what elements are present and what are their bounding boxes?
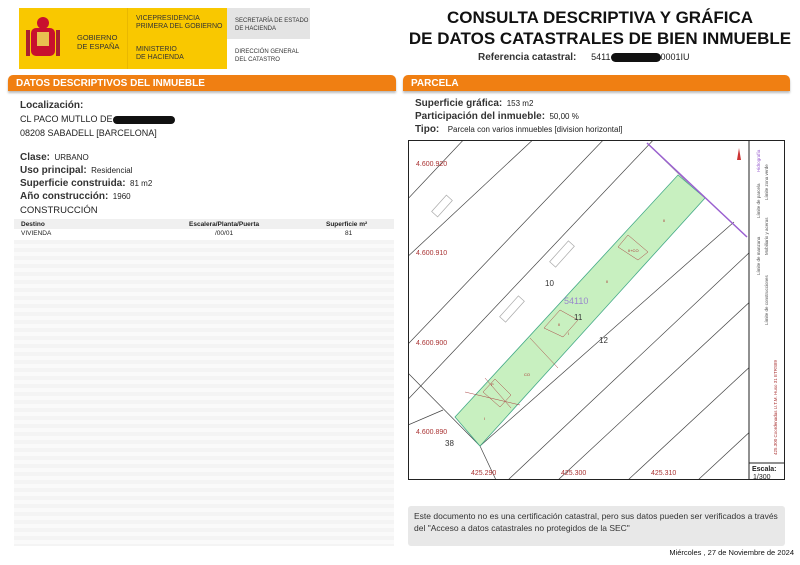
x-coord: 425.290 [471, 470, 497, 477]
redaction [113, 116, 175, 124]
participacion-label: Participación del inmueble: [415, 111, 546, 122]
uso-value: Residencial [91, 166, 133, 175]
construction-table-bg [14, 240, 394, 546]
location-label: Localización: [20, 100, 84, 111]
clase-label: Clase: [20, 152, 51, 163]
legend-item: Límite de manzana [756, 236, 761, 275]
legend-item: Límite zona verde [764, 164, 769, 200]
ano-value: 1960 [112, 192, 131, 201]
column-header: Destino [21, 221, 45, 228]
map-legend [756, 149, 778, 455]
x-coord: 425.300 [561, 470, 587, 477]
ref-label: Referencia catastral: [478, 52, 577, 63]
legend-item: Hidrografía [756, 149, 761, 172]
ministry-line: MINISTERIO [136, 46, 177, 53]
cell-superficie: 81 [345, 230, 353, 237]
cell-destino: VIVIENDA [21, 230, 52, 237]
superficie-grafica-label: Superficie gráfica: [415, 98, 503, 109]
unit-label: II [558, 322, 561, 327]
parcel-number: 10 [545, 279, 554, 288]
uso-label: Uso principal: [20, 165, 87, 176]
unit-label: II+CO [628, 248, 639, 253]
table-header [14, 219, 394, 229]
vice-line: VICEPRESIDENCIA [136, 15, 200, 22]
legend-item: Límite de construcciones [764, 275, 769, 325]
legend-item: Límite de parcela [756, 183, 761, 218]
unit-label: CO [524, 372, 530, 377]
vice-line: PRIMERA DEL GOBIERNO [136, 23, 223, 30]
section-header-descriptive: DATOS DESCRIPTIVOS DEL INMUEBLE [8, 75, 396, 91]
gov-line: GOBIERNO [77, 33, 118, 42]
column-header: Superficie m² [326, 221, 368, 228]
participacion-value: 50,00 % [549, 112, 579, 121]
section-header-parcela: PARCELA [403, 75, 790, 91]
construccion-title: CONSTRUCCIÓN [20, 205, 98, 216]
ministry-block [127, 8, 227, 69]
superficie-grafica-value: 153 m2 [506, 99, 534, 108]
unit-label: II [663, 218, 666, 223]
unit-label: II [606, 279, 609, 284]
ministry-line: DE HACIENDA [136, 54, 184, 61]
superficie-value: 81 m2 [130, 179, 153, 188]
title-line: DE DATOS CATASTRALES DE BIEN INMUEBLE [408, 29, 792, 48]
tipo-value: Parcela con varios inmuebles [division horizontal] [447, 125, 623, 134]
table-row [14, 229, 394, 239]
direccion-line: DIRECCIÓN GENERAL [235, 49, 300, 55]
coat-of-arms-icon [25, 16, 61, 61]
scale-label: Escala: [752, 466, 777, 473]
redaction [611, 53, 661, 62]
y-coord: 4.600.900 [416, 340, 448, 347]
tipo-label: Tipo: [415, 124, 440, 135]
block-number: 54110 [564, 296, 589, 306]
ano-label: Año construcción: [20, 191, 109, 202]
direccion-line: DEL CATASTRO [235, 57, 280, 63]
gov-line: DE ESPAÑA [77, 42, 120, 51]
clase-value: URBANO [54, 153, 89, 162]
unit-label: P [491, 382, 494, 387]
y-coord: 4.600.890 [416, 429, 448, 436]
cell-planta: /00/01 [215, 230, 234, 237]
north-arrow-icon [737, 148, 741, 160]
disclaimer-note: Este documento no es una certificación catastral, pero sus datos pueden ser verificados a través del "Acceso a datos catastrales no protegidos de la SEC" [408, 506, 785, 546]
direccion-block [235, 48, 299, 64]
scale-value: 1/300 [753, 474, 771, 481]
secretaria-line: DE HACIENDA [235, 26, 277, 32]
parcel-number: 11 [574, 313, 583, 322]
ref-end: 0001IU [660, 52, 690, 62]
coordinate-note: 425.300 Coordenadas U.T.M. Huso 31 ETRS89 [773, 359, 778, 455]
legend-item: Mobiliario y aceras [764, 217, 769, 255]
superficie-label: Superficie construida: [20, 178, 126, 189]
descriptive-data [20, 149, 152, 201]
unit-label: I [484, 416, 486, 421]
secretaria-line: SECRETARÍA DE ESTADO [235, 18, 309, 24]
parcela-data [415, 95, 622, 134]
x-coord: 425.310 [651, 470, 677, 477]
cadastral-map[interactable] [408, 140, 786, 482]
ref-start: 5411 [591, 52, 611, 62]
page-title [390, 7, 800, 49]
construction-table [14, 219, 394, 239]
parcel-number: 12 [599, 336, 608, 345]
y-coord: 4.600.910 [416, 250, 448, 257]
unit-label: I [568, 331, 570, 336]
y-coord: 4.600.920 [416, 161, 448, 168]
parcel-number: 38 [445, 439, 454, 448]
address-city: 08208 SABADELL [BARCELONA] [20, 128, 157, 138]
secretaria-block [227, 8, 310, 39]
column-header: Escalera/Planta/Puerta [189, 221, 260, 228]
cadastral-reference [478, 52, 690, 63]
document-date: Miércoles , 27 de Noviembre de 2024 [669, 548, 794, 557]
title-line: CONSULTA DESCRIPTIVA Y GRÁFICA [446, 8, 754, 27]
address-line: CL PACO MUTLLO DE [20, 114, 113, 124]
